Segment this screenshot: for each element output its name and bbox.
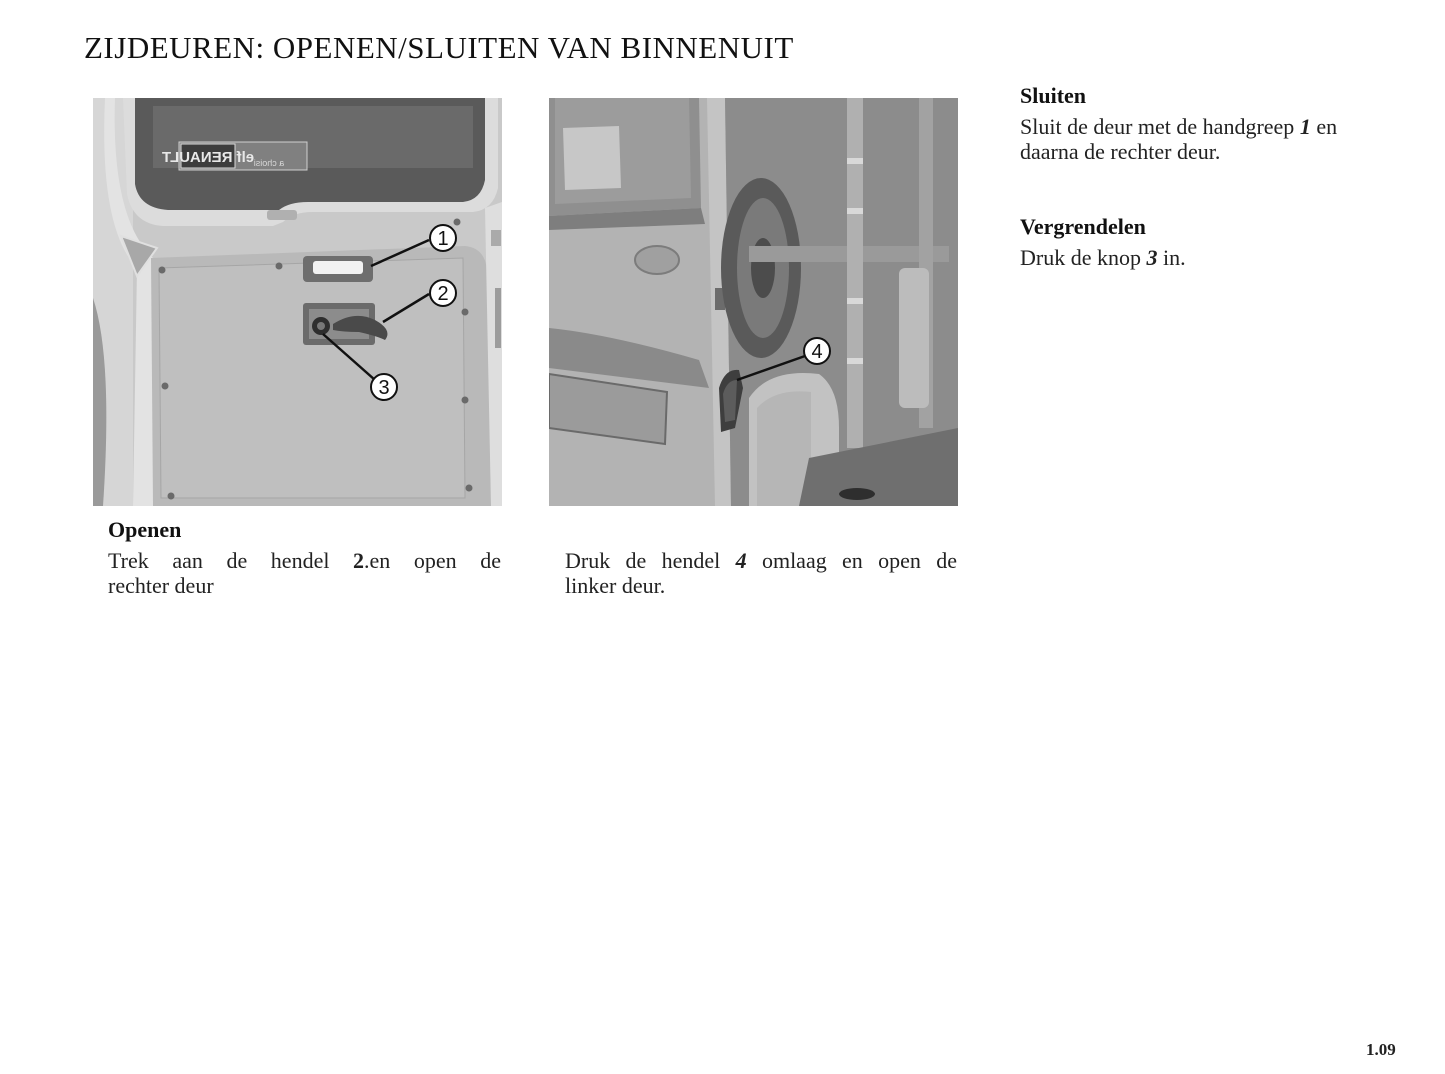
vergrendelen-text: Druk de knop 3 in. <box>1020 245 1186 270</box>
sluiten-line1: Sluit de deur met de handgreep 1 en <box>1020 114 1338 139</box>
sluiten-line2: daarna de rechter deur. <box>1020 139 1221 164</box>
openen-left-line1: Trek aan de hendel 2.en open de <box>108 548 501 573</box>
openen-right-line1: Druk de hendel 4 omlaag en open de <box>565 548 957 573</box>
svg-text:1: 1 <box>437 228 449 250</box>
photo-left-door-lever <box>549 98 958 506</box>
page-title: ZIJDEUREN: OPENEN/SLUITEN VAN BINNENUIT <box>84 30 794 65</box>
callout-1 <box>430 225 456 251</box>
vergrendelen-heading: Vergrendelen <box>1020 214 1146 239</box>
sticker-sub: a choisi <box>253 158 285 168</box>
openen-heading: Openen <box>108 517 182 542</box>
lever-housing-2 <box>303 303 387 345</box>
openen-left-line2: rechter deur <box>108 573 214 598</box>
grip-handle-1 <box>303 256 373 282</box>
page-number: 1.09 <box>1366 1040 1396 1059</box>
callout-2 <box>430 280 456 306</box>
sticker-logo <box>162 142 307 170</box>
callout-4 <box>804 338 830 364</box>
openen-right-line2: linker deur. <box>565 573 666 598</box>
svg-text:2: 2 <box>437 283 449 305</box>
photo-right-door-interior <box>93 98 502 506</box>
sticker-brand: elf RENAULT <box>161 149 255 166</box>
svg-text:4: 4 <box>811 341 823 363</box>
callout-3 <box>371 374 397 400</box>
svg-text:3: 3 <box>378 377 390 399</box>
sluiten-heading: Sluiten <box>1020 83 1087 108</box>
